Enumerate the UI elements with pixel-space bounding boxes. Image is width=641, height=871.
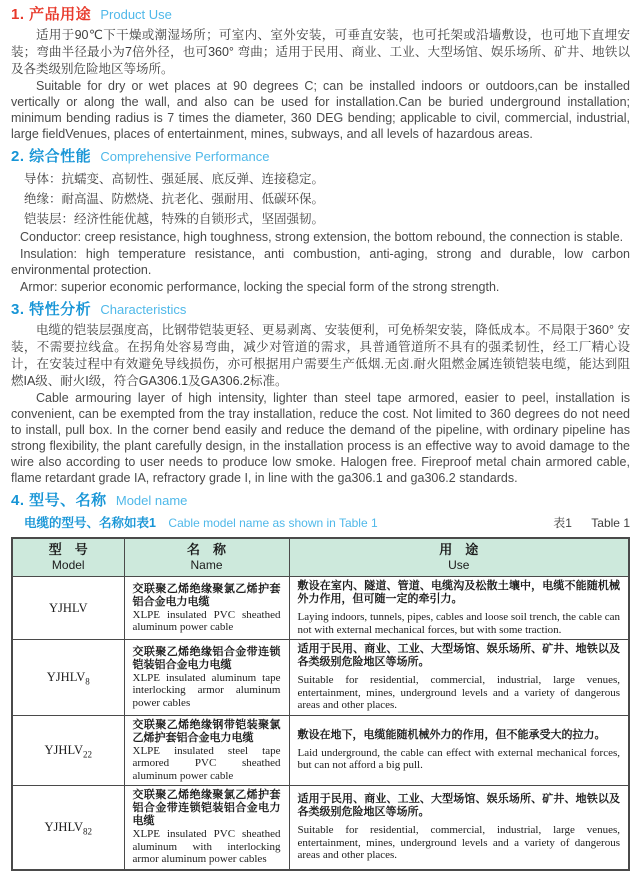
cable-name-en: XLPE insulated steel tape armored PVC sheathed aluminum power cable [132, 744, 281, 782]
header-model-zh: 型 号 [48, 542, 88, 557]
cable-name-cell [124, 786, 289, 870]
product-use-paragraph-zh: 适用于90℃下干燥或潮湿场所；可室内、室外安装，可垂直安装，也可托架或沿墙敷设，也可地下直埋安装；弯曲半径最小为7倍外径，也可360° 弯曲；适用于民用、商业、工业、大型场馆、娱乐场所、矿井、地铁以及各类级别危险地区等场所。 [11, 28, 630, 76]
header-name-en: Name [190, 558, 223, 572]
section-title-en: Model name [115, 493, 188, 508]
performance-conductor-zh: 导体：抗蠕变、高韧性、强延展、底反弹、连接稳定。 [24, 172, 325, 186]
table-reference-label [553, 514, 630, 531]
performance-armor-zh: 铠装层：经济性能优越，特殊的自锁形式，坚固强韧。 [24, 212, 325, 226]
section-title-en: Product Use [100, 7, 172, 22]
performance-armor-en: Armor: superior economic performance, locking the special form of the strong strength. [20, 279, 500, 294]
model-code-cell [12, 640, 124, 716]
section-title-zh: 1. 产品用途 [11, 6, 92, 23]
cable-use-cell [289, 577, 629, 640]
cable-use-cell [289, 640, 629, 716]
model-code-cell [12, 786, 124, 870]
table-row [12, 640, 629, 716]
table-intro-row [11, 513, 630, 532]
cable-use-zh: 敷设在地下，电缆能随机械外力的作用，但不能承受大的拉力。 [297, 728, 606, 741]
cable-name-en: XLPE insulated aluminum tape interlocking armor aluminum power cables [132, 671, 281, 709]
model-code: YJHLV [49, 600, 88, 615]
section-heading-product-use [11, 6, 630, 24]
table-header-row [12, 538, 629, 577]
cable-use-en: Suitable for residential, commercial, industrial, large venues, entertainment, mines, underground levels and a variety of dangerous areas and other places. [297, 824, 620, 861]
cable-use-cell [289, 715, 629, 786]
cable-model-table [11, 537, 630, 871]
cable-name-zh: 交联聚乙烯绝缘聚氯乙烯护套铝合金带连锁铠装铝合金电力电缆 [132, 789, 281, 827]
section-title-zh: 2. 综合性能 [11, 148, 92, 165]
cable-name-en: XLPE insulated PVC sheathed aluminum with interlocking armor aluminum power cables [132, 828, 281, 865]
table-ref-en: Table 1 [591, 516, 630, 530]
cable-name-en: XLPE insulated PVC sheathed aluminum power cable [132, 608, 281, 633]
section-title-zh: 3. 特性分析 [11, 301, 92, 318]
table-row [12, 577, 629, 640]
section-title-zh: 4. 型号、名称 [11, 492, 107, 509]
cable-use-en: Suitable for residential, commercial, industrial, large venues, entertainment, mines, underground levels and a variety of dangerous areas and other places. [297, 674, 620, 711]
table-row [12, 786, 629, 870]
cable-name-zh: 交联聚乙烯绝缘聚氯乙烯护套铝合金电力电缆 [132, 582, 281, 608]
cable-use-zh: 适用于民用、商业、工业、大型场馆、娱乐场所、矿井、地铁以及各类级别危险地区等场所。 [297, 793, 620, 818]
section-heading-performance [11, 148, 630, 166]
section-heading-model-name [11, 492, 630, 510]
cable-name-zh: 交联聚乙烯绝缘铝合金带连锁铠装铝合金电力电缆 [132, 645, 281, 671]
section-title-en: Characteristics [100, 302, 187, 317]
characteristics-paragraph-en: Cable armouring layer of high intensity, lighter than steel tape armored, easier to peel, installation is convenient, can be exempted from the tray installation, reduce the cost. Not limited to 360 degrees do not need to install, pull box. In the corner bend easily and reduce the demand of the pipeline, with ordinary pipeline has strong flexibility, the plant carefully design, in the installation process is an effective way to avoid damage to the wire also according to user needs to produce low smoke. Halogen free. Fireproof metal chain armored cable, flame retardant grade IA, refractory grade I, in line with the ga306.1 and ga306.2 standards. [11, 391, 630, 485]
header-model-en: Model [51, 558, 85, 572]
header-name-zh: 名 称 [186, 542, 226, 557]
cable-name-zh: 交联聚乙烯绝缘钢带铠装聚氯乙烯护套铝合金电力电缆 [132, 718, 281, 744]
cable-name-cell [124, 577, 289, 640]
column-header-name [124, 538, 289, 577]
table-intro-zh: 电缆的型号、名称如表1 [24, 516, 156, 530]
column-header-model [12, 538, 124, 577]
section-title-en: Comprehensive Performance [100, 149, 270, 164]
performance-insulation-en: Insulation: high temperature resistance, anti combustion, anti-aging, strong and durable, low carbon environmental protection. [11, 246, 630, 277]
model-code-cell [12, 577, 124, 640]
cable-name-cell [124, 715, 289, 786]
cable-use-zh: 敷设在室内、隧道、管道、电缆沟及松散土壤中，电缆不能随机械外力作用，但可随一定的牵引力。 [297, 580, 620, 605]
product-use-paragraph-en: Suitable for dry or wet places at 90 degrees C; can be installed indoors or outdoors,can be installed vertically or along the wall, and also can be used for installation.Can be buried underground installation; minimum bending radius is 7 times the diameter, 360 DEG bending; applicable to civil, commercial, industrial, large fieldVenues, places of entertainment, mines, subways, and all levels of hazardous areas. [11, 79, 630, 141]
table-intro [24, 513, 378, 532]
header-use-zh: 用 途 [439, 542, 479, 557]
cable-use-zh: 适用于民用、商业、工业、大型场馆、娱乐场所、矿井、地铁以及各类级别危险地区等场所。 [297, 643, 620, 668]
model-code: $YJHLV_{22}$ [44, 742, 92, 760]
characteristics-paragraph-zh: 电缆的铠装层强度高，比钢带铠装更轻、更易剥离、安装便利，可免桥架安装，降低成本。不局限于360° 安装，不需要拉线盒。在拐角处容易弯曲，减少对管道的需求，具普通管道所不具有的强柔韧性，经工厂精心设计，在安装过程中有效避免导线损伤，亦可根据用户需要生产低烟.无卤.耐火阻燃金属连锁铠装电缆，能达到阻燃IA级、耐火I级，符合GA306.1及GA306.2标准。 [11, 323, 630, 388]
performance-conductor-en: Conductor: creep resistance, high toughness, strong extension, the bottom rebound, the connection is stable. [20, 230, 624, 244]
cable-use-cell [289, 786, 629, 870]
cable-use-en: Laid underground, the cable can effect with external mechanical forces, but can not afford a big pull. [297, 746, 620, 772]
table-row [12, 715, 629, 786]
column-header-use [289, 538, 629, 577]
cable-use-en: Laying indoors, tunnels, pipes, cables and loose soil trench, the cable can not with external mechanical forces, but with some traction. [297, 611, 620, 636]
table-ref-zh: 表1 [553, 516, 572, 530]
model-code: $YJHLV_8$ [46, 669, 90, 687]
cable-name-cell [124, 640, 289, 716]
table-intro-en: Cable model name as shown in Table 1 [168, 516, 378, 530]
performance-insulation-zh: 绝缘：耐高温、防燃烧、抗老化、强耐用、低碳环保。 [24, 192, 325, 206]
section-heading-characteristics [11, 301, 630, 319]
model-code: $YJHLV_{82}$ [44, 819, 92, 837]
header-use-en: Use [448, 558, 470, 572]
model-code-cell [12, 715, 124, 786]
